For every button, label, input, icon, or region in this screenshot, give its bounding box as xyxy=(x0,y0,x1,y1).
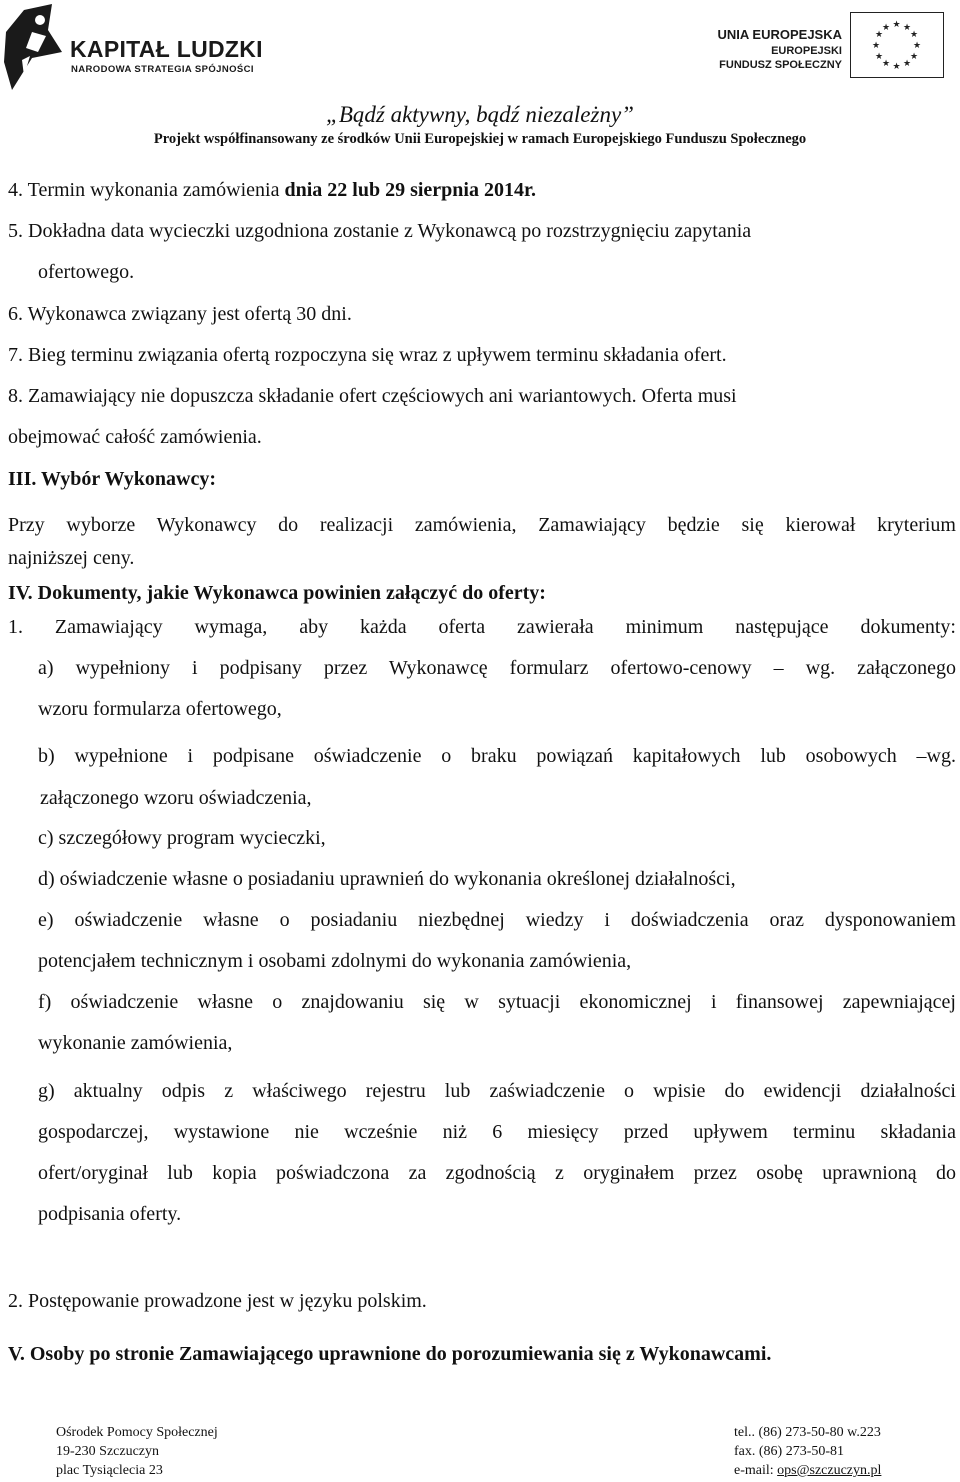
eu-flag-icon xyxy=(850,12,944,78)
doc-g-line4: podpisania oferty. xyxy=(38,1203,182,1225)
svg-text:★: ★ xyxy=(902,59,912,69)
doc-c: c) szczegółowy program wycieczki, xyxy=(38,827,326,849)
section-4-point-1: 1. Zamawiający wymaga, aby każda oferta zawierała minimum następujące dokumenty: xyxy=(8,616,956,638)
item-8-line2: obejmować całość zamówienia. xyxy=(8,426,262,448)
svg-text:★: ★ xyxy=(892,20,901,30)
section-3-text-line2: najniższej ceny. xyxy=(8,547,135,569)
svg-text:★: ★ xyxy=(909,30,919,40)
section-4-point-2: 2. Postępowanie prowadzone jest w języku polskim. xyxy=(8,1290,427,1312)
svg-text:★: ★ xyxy=(912,41,922,51)
kapital-ludzki-emblem-icon xyxy=(2,2,64,92)
item-6: 6. Wykonawca związany jest ofertą 30 dni. xyxy=(8,303,352,325)
logo-subtitle: NARODOWA STRATEGIA SPÓJNOŚCI xyxy=(71,64,254,75)
project-info: Projekt współfinansowany ze środków Unii Europejskiej w ramach Europejskiego Funduszu Społecznego xyxy=(153,131,807,147)
slogan: „Bądź aktywny, bądź niezależny” xyxy=(326,102,634,127)
section-3-text-line1: Przy wyborze Wykonawcy do realizacji zamówienia, Zamawiający będzie się kierował kryterium xyxy=(8,514,956,536)
footer-zip: 19-230 Szczuczyn xyxy=(56,1444,160,1459)
eu-line3: FUNDUSZ SPOŁECZNY xyxy=(719,59,842,71)
svg-text:★: ★ xyxy=(874,52,884,62)
section-4-heading: IV. Dokumenty, jakie Wykonawca powinien załączyć do oferty: xyxy=(8,582,546,604)
footer-email-label: e-mail: xyxy=(734,1463,778,1478)
doc-e-line1: e) oświadczenie własne o posiadaniu niezbędnej wiedzy i doświadczenia oraz dysponowaniem xyxy=(38,909,956,931)
eu-line2: EUROPEJSKI xyxy=(771,45,842,57)
doc-g-line2: gospodarczej, wystawione nie wcześnie niż 6 miesięcy przed upływem terminu składania xyxy=(38,1121,956,1143)
item-5-line1: 5. Dokładna data wycieczki uzgodniona zostanie z Wykonawcą po rozstrzygnięciu zapytania xyxy=(8,220,752,242)
kapital-ludzki-logo xyxy=(2,2,264,92)
item-7: 7. Bieg terminu związania ofertą rozpoczyna się wraz z upływem terminu składania ofert. xyxy=(8,344,727,366)
doc-f-line1: f) oświadczenie własne o znajdowaniu się w sytuacji ekonomicznej i finansowej zapewniającej xyxy=(38,991,956,1013)
svg-text:★: ★ xyxy=(902,23,912,33)
item-4-date: dnia 22 lub 29 sierpnia 2014r. xyxy=(284,179,537,201)
footer-email-link[interactable]: ops@szczuczyn.pl xyxy=(777,1463,882,1478)
footer-org: Ośrodek Pomocy Społecznej xyxy=(56,1425,218,1440)
doc-a-line2: wzoru formularza ofertowego, xyxy=(38,698,282,720)
doc-a-line1: a) wypełniony i podpisany przez Wykonawcę formularz ofertowo-cenowy – wg. załączonego xyxy=(38,657,956,679)
section-5-heading: V. Osoby po stronie Zamawiającego uprawnione do porozumiewania się z Wykonawcami. xyxy=(8,1343,772,1365)
doc-g-line1: g) aktualny odpis z właściwego rejestru lub zaświadczenie o wpisie do ewidencji działalności xyxy=(38,1080,956,1102)
svg-text:★: ★ xyxy=(892,62,901,72)
eu-logo-text xyxy=(718,26,842,72)
footer-tel: tel.. (86) 273-50-80 w.223 xyxy=(734,1425,881,1440)
svg-text:★: ★ xyxy=(881,23,891,33)
item-8-line1: 8. Zamawiający nie dopuszcza składanie ofert częściowych ani wariantowych. Oferta musi xyxy=(8,385,737,407)
svg-text:★: ★ xyxy=(871,41,881,51)
footer-street: plac Tysiąclecia 23 xyxy=(56,1463,163,1478)
doc-f-line2: wykonanie zamówienia, xyxy=(38,1032,233,1054)
eu-line1: UNIA EUROPEJSKA xyxy=(717,27,842,42)
doc-b-line2: załączonego wzoru oświadczenia, xyxy=(40,787,312,809)
doc-g-line3: ofert/oryginał lub kopia poświadczona za zgodnością z oryginałem przez osobę uprawnioną do xyxy=(38,1162,956,1184)
footer-email xyxy=(734,1461,881,1481)
doc-d: d) oświadczenie własne o posiadaniu uprawnień do wykonania określonej działalności, xyxy=(38,868,736,890)
eu-logo xyxy=(700,12,946,80)
logo-title: KAPITAŁ LUDZKI xyxy=(70,36,263,62)
item-5-line2: ofertowego. xyxy=(38,261,135,283)
doc-b-line1: b) wypełnione i podpisane oświadczenie o braku powiązań kapitałowych lub osobowych –wg. xyxy=(38,745,956,767)
svg-text:★: ★ xyxy=(909,52,919,62)
section-3-heading: III. Wybór Wykonawcy: xyxy=(8,468,217,490)
svg-text:★: ★ xyxy=(881,59,891,69)
doc-e-line2: potencjałem technicznym i osobami zdolnymi do wykonania zamówienia, xyxy=(38,950,632,972)
svg-text:★: ★ xyxy=(874,30,884,40)
footer-fax: fax. (86) 273-50-81 xyxy=(734,1444,845,1459)
item-4 xyxy=(8,178,536,202)
item-4-text: 4. Termin wykonania zamówienia xyxy=(8,179,285,201)
